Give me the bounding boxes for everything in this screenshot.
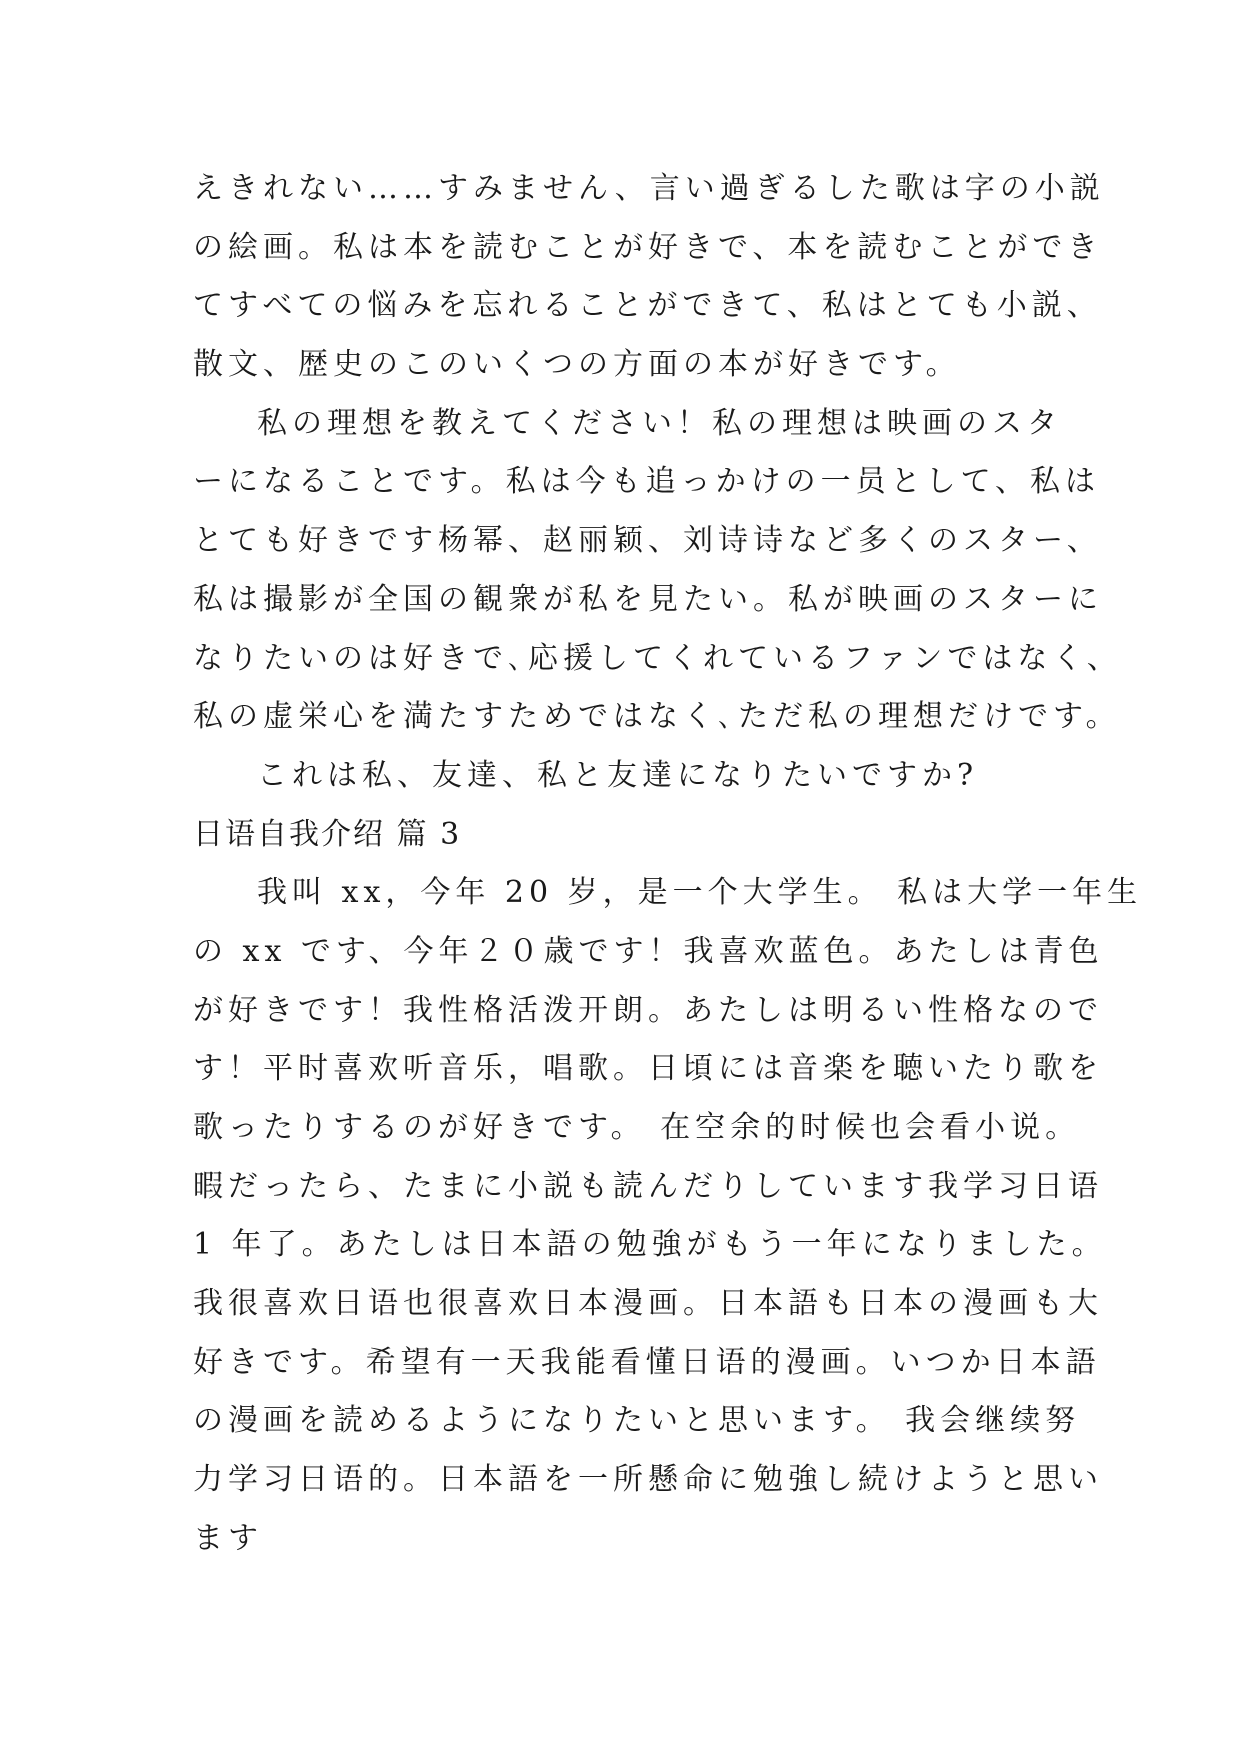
text-line: の xx です、今年２０歳です！我喜欢蓝色。あたしは青色 <box>193 933 1104 969</box>
text-line: 散文、歴史のこのいくつの方面の本が好きです。 <box>193 347 961 383</box>
text-line: す！平时喜欢听音乐，唱歌。日頃には音楽を聴いたり歌を <box>193 1051 1103 1087</box>
document-body <box>193 160 1143 1569</box>
text-line: 1 年了。あたしは日本語の勉強がもう一年になりました。 <box>193 1227 1107 1263</box>
text-line: 私は撮影が全国の観衆が私を見たい。私が映画のスターに <box>193 581 1103 617</box>
text-line: の絵画。私は本を読むことが好きで、本を読むことができ <box>193 229 1103 265</box>
text-line: 暇だったら、たまに小説も読んだりしています我学习日语 <box>193 1168 1103 1204</box>
text-line: てすべての悩みを忘れることができて、私はとても小説、 <box>193 288 1102 324</box>
paragraph-first-line: 我叫 xx，今年 20 岁，是一个大学生。 私は大学一年生 <box>257 875 1143 911</box>
text-line: えきれない……すみません、言い過ぎるした歌は字の小説 <box>193 171 1105 206</box>
text-line: 力学习日语的。日本語を一所懸命に勉強し続けようと思い <box>193 1462 1103 1498</box>
text-line: 我很喜欢日语也很喜欢日本漫画。日本語も日本の漫画も大 <box>193 1286 1103 1322</box>
text-line: 好きです。希望有一天我能看懂日语的漫画。いつか日本語 <box>193 1344 1101 1380</box>
text-line: の漫画を読めるようになりたいと思います。 我会继续努 <box>193 1403 1081 1439</box>
text-line: とても好きです杨幂、赵丽颖、刘诗诗など多くのスター、 <box>193 523 1102 559</box>
text-line: 私の虚栄心を満たすためではなく､ただ私の理想だけです。 <box>193 699 1121 735</box>
text-line: が好きです！我性格活泼开朗。あたしは明るい性格なので <box>193 992 1103 1028</box>
text-line: なりたいのは好きで､応援してくれているファンではなく、 <box>193 640 1122 676</box>
text-line: ーになることです。私は今も追っかけの一员として、私は <box>193 464 1100 500</box>
paragraph-first-line: 私の理想を教えてください！私の理想は映画のスタ <box>257 405 1062 441</box>
text-line: ます <box>193 1520 263 1556</box>
paragraph-first-line: これは私、友達、私と友達になりたいですか? <box>257 757 979 793</box>
text-line: 歌ったりするのが好きです。 在空余的时候也会看小说。 <box>193 1110 1081 1145</box>
section-heading: 日语自我介绍 篇 3 <box>193 816 462 852</box>
